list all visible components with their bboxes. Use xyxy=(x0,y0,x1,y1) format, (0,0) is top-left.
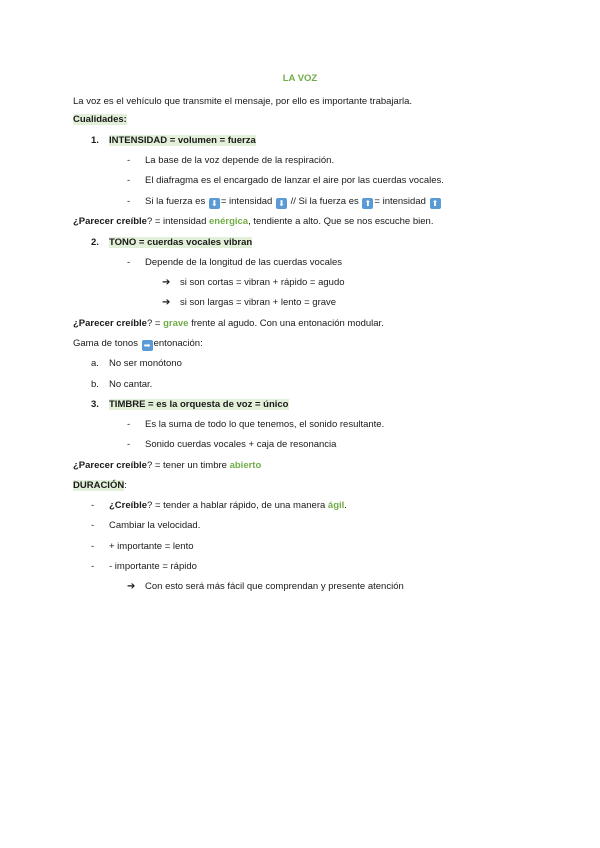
dash-bullet: - xyxy=(91,561,95,572)
dash-bullet: - xyxy=(127,419,131,430)
timbre-number: 3. xyxy=(91,399,99,410)
timbre-heading xyxy=(91,399,289,411)
creible-highlight: enérgica xyxy=(209,216,249,227)
creible-label: ¿Parecer creíble xyxy=(73,216,147,227)
list-item xyxy=(127,257,342,269)
tono-number: 2. xyxy=(91,237,99,248)
creible-text: ? = intensidad xyxy=(146,216,207,227)
intensidad-bullet-2: El diafragma es el encargado de lanzar el aire por las cuerdas vocales. xyxy=(145,175,444,186)
down-arrow-icon: ⬇ xyxy=(276,198,287,209)
cualidades-label: Cualidades: xyxy=(73,114,127,125)
duracion-title: DURACIÓN xyxy=(73,480,125,491)
list-item xyxy=(162,277,345,289)
dash-bullet: - xyxy=(127,175,131,186)
list-item xyxy=(162,297,336,309)
creible-text: frente al agudo. Con una entonación modular. xyxy=(191,318,384,329)
creible-highlight: grave xyxy=(163,318,189,329)
list-letter: b. xyxy=(91,379,99,390)
creible-label: ¿Creíble xyxy=(109,500,148,511)
duracion-bullet-2: Cambiar la velocidad. xyxy=(109,520,201,531)
duracion-bullet-4: - importante = rápido xyxy=(109,561,197,572)
intensidad-heading xyxy=(91,135,256,147)
intensidad-bullet-1: La base de la voz depende de la respiración. xyxy=(145,155,335,166)
list-item xyxy=(127,419,384,431)
dash-bullet: - xyxy=(91,500,95,511)
list-item xyxy=(91,541,194,553)
creible-text: , tendiente a alto. Que se nos escuche bien. xyxy=(248,216,434,227)
gama-text: entonación: xyxy=(153,338,203,349)
list-item xyxy=(91,520,200,532)
intensidad-bullet-3a: Si la fuerza es xyxy=(145,196,206,207)
intensidad-title: INTENSIDAD = volumen = fuerza xyxy=(109,135,256,146)
right-arrow-icon: ➔ xyxy=(162,277,171,288)
tono-bullet-1: Depende de la longitud de las cuerdas vocales xyxy=(145,257,342,268)
right-arrow-icon: ➔ xyxy=(162,297,171,308)
intensidad-bullet-3b: = intensidad xyxy=(220,196,273,207)
tono-item-a: No ser monótono xyxy=(109,358,182,369)
intensidad-bullet-3c: // Si la fuerza es xyxy=(290,196,359,207)
dash-bullet: - xyxy=(127,196,131,207)
duracion-bullet-3: + importante = lento xyxy=(109,541,194,552)
tono-title: TONO = cuerdas vocales vibran xyxy=(109,237,253,248)
list-item xyxy=(127,439,336,451)
list-item xyxy=(127,175,444,187)
page-title: LA VOZ xyxy=(282,73,318,84)
duracion-heading xyxy=(73,480,127,492)
timbre-creible-line xyxy=(73,460,261,472)
gama-text: Gama de tonos xyxy=(73,338,138,349)
creible-highlight: ágil xyxy=(327,500,345,511)
tono-creible-line xyxy=(73,318,384,330)
timbre-bullet-1: Es la suma de todo lo que tenemos, el sonido resultante. xyxy=(145,419,385,430)
up-arrow-icon: ⬆ xyxy=(430,198,441,209)
duracion-bullet-1-end: . xyxy=(344,500,347,511)
timbre-title: TIMBRE = es la orquesta de voz = único xyxy=(109,399,289,410)
dash-bullet: - xyxy=(127,257,131,268)
list-item xyxy=(91,561,197,573)
creible-label: ¿Parecer creíble xyxy=(73,460,147,471)
creible-text: ? = tener un timbre xyxy=(146,460,227,471)
dash-bullet: - xyxy=(127,155,131,166)
cualidades-heading xyxy=(73,114,127,126)
tono-heading xyxy=(91,237,252,249)
right-arrow-icon: ➔ xyxy=(127,581,136,592)
tono-item-b: No cantar. xyxy=(109,379,153,390)
tono-sub-2: si son largas = vibran + lento = grave xyxy=(180,297,337,308)
list-item xyxy=(127,196,442,209)
duracion-bullet-1: ? = tender a hablar rápido, de una manera xyxy=(147,500,326,511)
duracion-colon: : xyxy=(124,480,127,491)
timbre-bullet-2: Sonido cuerdas vocales + caja de resonancia xyxy=(145,439,337,450)
right-arrow-box-icon: ➡ xyxy=(142,340,153,351)
list-item xyxy=(91,500,347,512)
intensidad-bullet-3d: = intensidad xyxy=(374,196,426,207)
creible-label: ¿Parecer creíble xyxy=(73,318,147,329)
dash-bullet: - xyxy=(127,439,131,450)
list-item xyxy=(127,155,334,167)
tono-sub-1: si son cortas = vibran + rápido = agudo xyxy=(180,277,345,288)
intro-paragraph: La voz es el vehículo que transmite el mensaje, por ello es importante trabajarla. xyxy=(73,96,413,107)
intensidad-creible-line xyxy=(73,216,433,228)
list-item xyxy=(91,358,182,370)
creible-text: ? = xyxy=(146,318,161,329)
creible-highlight: abierto xyxy=(229,460,262,471)
list-letter: a. xyxy=(91,358,99,369)
dash-bullet: - xyxy=(91,541,95,552)
gama-line xyxy=(73,338,203,351)
duracion-sub: Con esto será más fácil que comprendan y presente atención xyxy=(145,581,404,592)
list-item xyxy=(127,581,404,593)
dash-bullet: - xyxy=(91,520,95,531)
list-item xyxy=(91,379,152,391)
down-arrow-icon: ⬇ xyxy=(209,198,220,209)
up-arrow-icon: ⬆ xyxy=(362,198,373,209)
intensidad-number: 1. xyxy=(91,135,99,146)
